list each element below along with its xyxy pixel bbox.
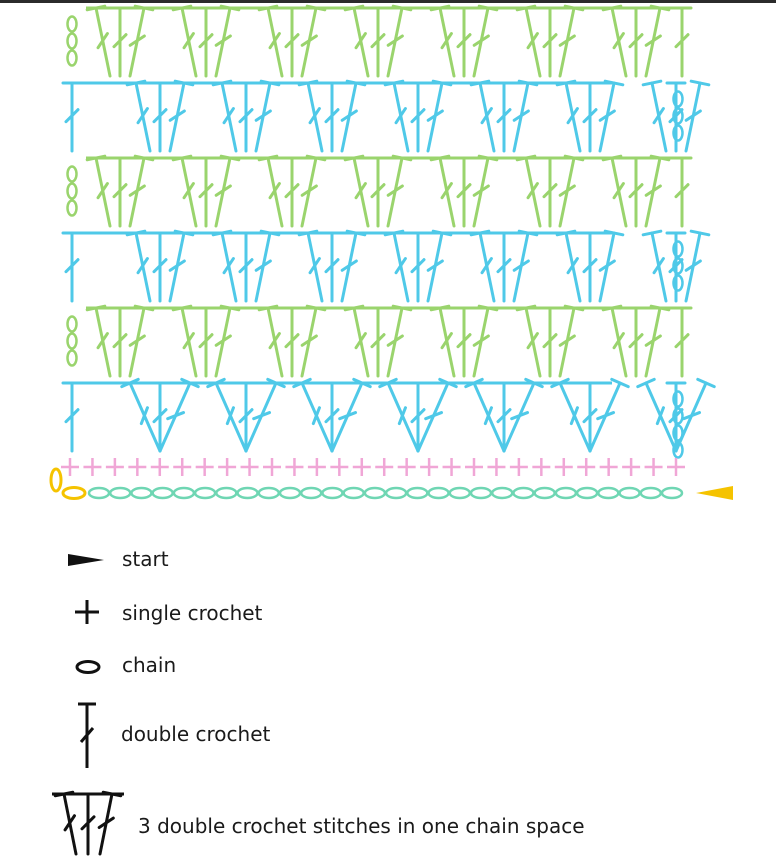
chain-stitch bbox=[259, 488, 279, 498]
legend-double-crochet-label: double crochet bbox=[121, 722, 271, 746]
shell bbox=[345, 6, 411, 76]
shell bbox=[385, 81, 451, 151]
chain-stitch bbox=[513, 488, 533, 498]
shell bbox=[259, 156, 325, 226]
legend-shell-label: 3 double crochet stitches in one chain space bbox=[138, 814, 585, 838]
shell bbox=[557, 231, 623, 301]
shell bbox=[431, 306, 497, 376]
shell bbox=[603, 156, 669, 226]
chain-stitch bbox=[89, 488, 109, 498]
shell bbox=[213, 81, 279, 151]
shell bbox=[345, 306, 411, 376]
chain-stitch bbox=[322, 488, 342, 498]
chain-stitch bbox=[492, 488, 512, 498]
start-arrow-icon bbox=[68, 550, 104, 570]
chain-stitch bbox=[238, 488, 258, 498]
chain-stitch bbox=[68, 317, 77, 332]
shell bbox=[173, 6, 239, 76]
chain-stitch bbox=[174, 488, 194, 498]
shell bbox=[431, 156, 497, 226]
shell bbox=[517, 306, 583, 376]
chain-stitch bbox=[386, 488, 406, 498]
shell bbox=[431, 6, 497, 76]
shell bbox=[345, 156, 411, 226]
chain-stitch bbox=[471, 488, 491, 498]
shell bbox=[259, 306, 325, 376]
chain-stitch bbox=[68, 334, 77, 349]
chain-stitch bbox=[662, 488, 682, 498]
shell bbox=[603, 306, 669, 376]
chain-stitch bbox=[556, 488, 576, 498]
chain-stitch bbox=[68, 184, 77, 199]
chain-stitch bbox=[365, 488, 385, 498]
legend-start bbox=[0, 540, 776, 580]
row-3 bbox=[63, 231, 709, 301]
legend-single-crochet-label: single crochet bbox=[122, 601, 263, 625]
chain-stitch bbox=[641, 488, 661, 498]
shell bbox=[466, 379, 542, 451]
shell bbox=[517, 156, 583, 226]
legend-start-label: start bbox=[122, 547, 169, 571]
chain-stitch bbox=[63, 488, 85, 499]
shell bbox=[127, 231, 193, 301]
shell bbox=[471, 81, 537, 151]
chain-stitch bbox=[598, 488, 618, 498]
shell bbox=[638, 379, 714, 451]
shell bbox=[643, 81, 709, 151]
chain-stitch bbox=[131, 488, 151, 498]
chain-stitch bbox=[216, 488, 236, 498]
shell bbox=[127, 81, 193, 151]
row-1 bbox=[63, 379, 714, 457]
shell bbox=[299, 81, 365, 151]
chain-stitch bbox=[153, 488, 173, 498]
chain-stitch bbox=[450, 488, 470, 498]
chain-stitch bbox=[620, 488, 640, 498]
legend-double-crochet bbox=[0, 700, 776, 772]
chain-stitch bbox=[577, 488, 597, 498]
chain-stitch bbox=[535, 488, 555, 498]
chain-stitch bbox=[280, 488, 300, 498]
chain-stitch bbox=[68, 167, 77, 182]
chain-stitch bbox=[195, 488, 215, 498]
shell bbox=[213, 231, 279, 301]
row-4 bbox=[68, 156, 692, 226]
chain-stitch bbox=[344, 488, 364, 498]
shell bbox=[552, 379, 628, 451]
legend-chain-label: chain bbox=[122, 653, 177, 677]
chain-stitch bbox=[68, 17, 77, 32]
shell bbox=[299, 231, 365, 301]
start-arrow-icon bbox=[696, 486, 733, 500]
chain-stitch bbox=[51, 469, 61, 491]
double-crochet-icon bbox=[74, 700, 100, 770]
shell bbox=[122, 379, 198, 451]
shell bbox=[173, 306, 239, 376]
chain-stitch bbox=[68, 51, 77, 66]
shell bbox=[385, 231, 451, 301]
shell bbox=[173, 156, 239, 226]
triple-dc-shell-icon bbox=[48, 790, 128, 858]
row-2 bbox=[68, 306, 692, 376]
oval-icon bbox=[74, 659, 102, 675]
shell bbox=[87, 156, 153, 226]
shell bbox=[603, 6, 669, 76]
chain-stitch bbox=[68, 34, 77, 49]
shell bbox=[87, 306, 153, 376]
plus-icon bbox=[74, 599, 100, 625]
row-6 bbox=[68, 6, 692, 76]
single-crochet-row bbox=[61, 458, 685, 476]
legend-single-crochet bbox=[0, 593, 776, 633]
chain-stitch bbox=[407, 488, 427, 498]
chain-stitch bbox=[68, 201, 77, 216]
chain-stitch bbox=[110, 488, 130, 498]
triple-dc-shell-glyph bbox=[52, 792, 124, 854]
foundation-chain bbox=[89, 488, 682, 498]
shell bbox=[517, 6, 583, 76]
chain-stitch bbox=[429, 488, 449, 498]
legend-shell bbox=[0, 790, 776, 862]
shell bbox=[557, 81, 623, 151]
shell bbox=[380, 379, 456, 451]
shell bbox=[643, 231, 709, 301]
legend-chain bbox=[0, 647, 776, 687]
shell bbox=[259, 6, 325, 76]
turning-chain-yellow bbox=[51, 469, 85, 499]
shell bbox=[87, 6, 153, 76]
chain-stitch bbox=[68, 351, 77, 366]
shell bbox=[471, 231, 537, 301]
chain-stitch bbox=[301, 488, 321, 498]
shell bbox=[208, 379, 284, 451]
row-5 bbox=[63, 81, 709, 151]
shell bbox=[294, 379, 370, 451]
